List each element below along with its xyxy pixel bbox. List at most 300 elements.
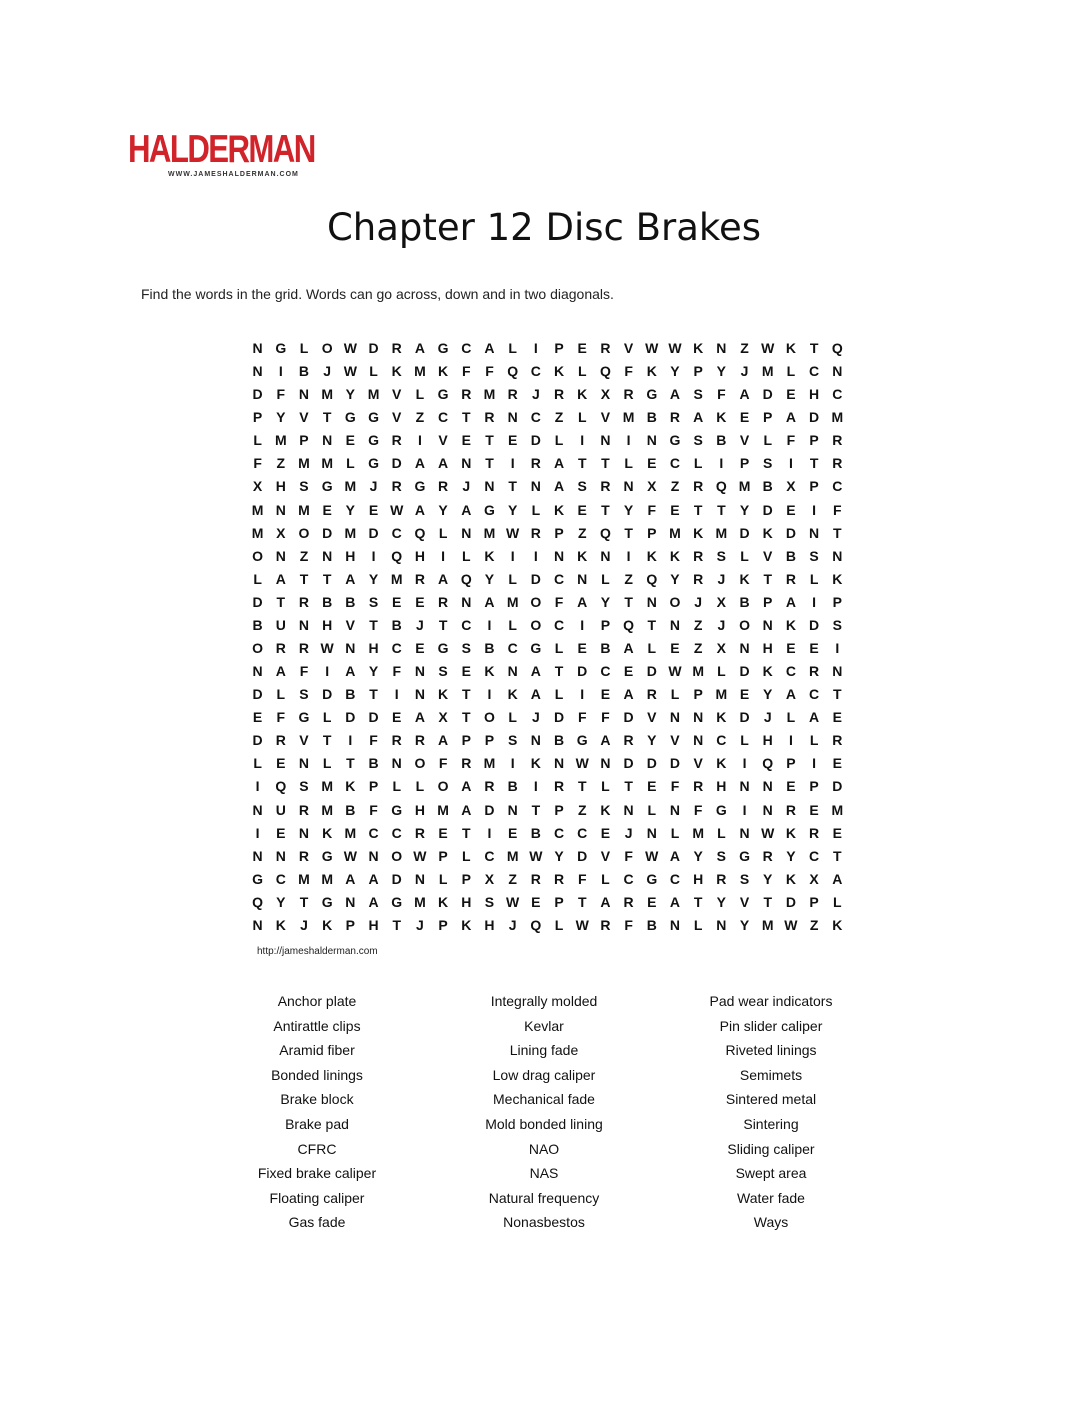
grid-cell: D [530, 432, 541, 449]
grid-cell: H [809, 386, 820, 403]
grid-cell: I [742, 801, 747, 818]
grid-cell: E [461, 432, 471, 449]
grid-cell: M [483, 524, 496, 541]
grid-cell: Y [368, 663, 379, 680]
grid-cell: D [322, 524, 333, 541]
grid-cell: Z [508, 870, 517, 887]
grid-cell: W [761, 824, 775, 841]
grid-cell: M [715, 524, 728, 541]
grid-cell: E [577, 640, 587, 657]
logo-name: HALDERMAN [128, 128, 315, 171]
grid-cell: V [739, 893, 750, 910]
grid-cell: J [763, 709, 772, 726]
grid-cell: L [693, 916, 703, 933]
grid-cell: S [577, 478, 587, 495]
grid-cell: P [554, 524, 564, 541]
grid-cell: B [530, 824, 541, 841]
grid-cell: L [624, 455, 633, 472]
grid-cell: Z [577, 524, 587, 541]
grid-cell: R [484, 778, 495, 795]
grid-cell: B [345, 593, 356, 610]
grid-cell: L [554, 916, 564, 933]
grid-cell: F [624, 847, 633, 864]
grid-cell: N [623, 478, 634, 495]
grid-cell: N [553, 547, 565, 564]
grid-cell: P [809, 432, 819, 449]
grid-cell: G [344, 409, 356, 426]
grid-cell: T [346, 755, 355, 772]
grid-cell: T [833, 847, 842, 864]
grid-cell: J [531, 709, 540, 726]
grid-cell: T [276, 593, 286, 610]
grid-cell: P [368, 778, 379, 795]
grid-cell: D [252, 686, 263, 703]
grid-cell: R [600, 916, 611, 933]
grid-cell: E [832, 755, 842, 772]
grid-cell: L [647, 640, 657, 657]
grid-cell: F [276, 386, 286, 403]
word-list-item: Brake pad [285, 1115, 349, 1132]
grid-cell: V [392, 386, 402, 403]
grid-cell: Z [276, 455, 286, 472]
grid-cell: S [368, 593, 379, 610]
grid-cell: S [299, 478, 309, 495]
grid-cell: G [739, 847, 750, 864]
grid-cell: K [716, 755, 727, 772]
grid-cell: G [437, 386, 449, 403]
grid-cell: R [832, 732, 843, 749]
grid-cell: K [785, 340, 796, 356]
grid-cell: P [461, 732, 471, 749]
grid-cell: N [762, 801, 773, 818]
grid-cell: R [438, 478, 449, 495]
grid-cell: K [716, 409, 727, 426]
grid-cell: N [600, 547, 611, 564]
grid-cell: D [646, 755, 657, 772]
grid-cell: M [692, 663, 704, 680]
grid-cell: R [553, 778, 565, 795]
grid-cell: B [553, 732, 565, 749]
grid-cell: K [577, 386, 588, 403]
grid-cell: A [669, 847, 681, 864]
grid-cell: I [719, 455, 724, 472]
grid-cell: C [809, 847, 820, 864]
grid-cell: B [646, 916, 657, 933]
grid-cell: S [438, 663, 448, 680]
grid-cell: N [298, 824, 310, 841]
grid-cell: N [461, 593, 472, 610]
grid-cell: U [275, 616, 286, 633]
grid-cell: M [831, 801, 844, 818]
grid-cell: J [717, 570, 726, 587]
grid-cell: E [739, 686, 750, 703]
grid-cell: D [809, 409, 820, 426]
grid-cell: H [322, 616, 333, 633]
grid-cell: N [646, 432, 657, 449]
grid-cell: T [577, 778, 587, 795]
word-list-item: Water fade [737, 1189, 805, 1206]
grid-cell: S [716, 547, 727, 564]
grid-cell: K [322, 916, 333, 933]
grid-cell: E [832, 709, 842, 726]
grid-cell: E [392, 709, 402, 726]
grid-cell: X [786, 478, 796, 495]
grid-cell: O [530, 616, 542, 633]
grid-cell: B [762, 478, 773, 495]
word-list [0, 989, 1088, 1239]
grid-cell: D [809, 616, 820, 633]
grid-cell: L [346, 455, 355, 472]
grid-cell: N [252, 847, 263, 864]
grid-cell: T [601, 501, 610, 518]
grid-cell: M [344, 478, 357, 495]
grid-cell: N [252, 663, 263, 680]
grid-cell: C [507, 640, 518, 657]
word-list-item: Lining fade [509, 1042, 579, 1059]
grid-cell: B [252, 616, 263, 633]
grid-cell: F [253, 455, 262, 472]
grid-cell: W [645, 847, 659, 864]
grid-cell: P [809, 893, 819, 910]
grid-cell: F [670, 778, 680, 795]
grid-cell: N [577, 570, 588, 587]
grid-cell: N [739, 640, 750, 657]
word-list-item: Nonasbestos [503, 1214, 585, 1231]
grid-cell: Y [438, 501, 448, 518]
grid-cell: I [742, 755, 747, 772]
grid-cell: C [669, 870, 681, 887]
grid-cell: K [832, 570, 843, 587]
grid-cell: G [484, 501, 495, 518]
grid-cell: G [669, 432, 681, 449]
grid-cell: F [624, 363, 633, 380]
grid-cell: K [716, 709, 727, 726]
grid-cell: F [554, 593, 564, 610]
grid-cell: T [624, 593, 633, 610]
grid-cell: C [832, 478, 843, 495]
grid-cell: N [345, 893, 356, 910]
grid-cell: C [461, 616, 472, 633]
grid-cell: A [623, 640, 634, 657]
grid-cell: Q [275, 778, 287, 795]
grid-cell: L [763, 432, 772, 449]
grid-cell: W [320, 640, 334, 657]
grid-cell: B [785, 547, 796, 564]
word-column [197, 989, 437, 1235]
word-list-item: Fixed brake caliper [257, 1165, 377, 1182]
grid-cell: T [763, 570, 772, 587]
grid-cell: N [484, 478, 495, 495]
grid-cell: I [580, 686, 585, 703]
word-list-item: Sintering [743, 1115, 799, 1132]
word-list-item: Semimets [739, 1066, 803, 1083]
grid-cell: P [252, 409, 263, 426]
grid-cell: K [739, 570, 750, 587]
grid-cell: N [507, 801, 518, 818]
grid-cell: N [646, 593, 657, 610]
grid-cell: G [576, 732, 588, 749]
grid-cell: L [717, 824, 726, 841]
grid-cell: M [761, 363, 774, 380]
grid-cell: Q [507, 363, 519, 380]
grid-cell: N [739, 824, 750, 841]
grid-cell: P [299, 432, 309, 449]
grid-cell: E [647, 778, 657, 795]
grid-cell: H [762, 640, 773, 657]
grid-cell: N [693, 709, 704, 726]
grid-cell: N [298, 616, 310, 633]
grid-cell: L [322, 709, 332, 726]
grid-cell: R [785, 570, 796, 587]
grid-cell: M [251, 524, 264, 541]
grid-cell: A [345, 663, 356, 680]
grid-cell: P [786, 755, 796, 772]
grid-cell: Y [647, 732, 657, 749]
word-list-item: CFRC [297, 1140, 337, 1157]
grid-cell: X [809, 870, 819, 887]
grid-cell: X [600, 386, 611, 403]
grid-cell: Z [577, 801, 587, 818]
grid-cell: I [510, 455, 515, 472]
grid-cell: P [554, 801, 564, 818]
grid-cell: N [553, 755, 565, 772]
grid-cell: K [507, 686, 518, 703]
grid-cell: T [554, 663, 564, 680]
grid-cell: Y [345, 386, 356, 403]
grid-cell: N [646, 824, 657, 841]
grid-cell: D [252, 732, 263, 749]
grid-cell: B [345, 686, 356, 703]
grid-cell: Q [623, 616, 635, 633]
grid-cell: A [577, 593, 588, 610]
grid-cell: B [322, 593, 333, 610]
grid-cell: W [390, 501, 404, 518]
grid-cell: C [553, 616, 565, 633]
grid-cell: H [414, 801, 425, 818]
grid-cell: A [739, 386, 750, 403]
grid-cell: N [669, 616, 681, 633]
grid-cell: E [507, 432, 518, 449]
grid-cell: F [369, 732, 378, 749]
grid-cell: G [321, 893, 333, 910]
grid-cell: F [786, 432, 796, 449]
grid-cell: N [832, 363, 843, 380]
grid-cell: W [343, 847, 357, 864]
grid-cell: A [461, 801, 472, 818]
grid-cell: G [391, 893, 403, 910]
grid-cell: V [763, 547, 773, 564]
grid-cell: N [414, 663, 425, 680]
grid-cell: M [251, 501, 264, 518]
grid-cell: A [275, 663, 286, 680]
grid-cell: N [252, 916, 263, 933]
grid-cell: K [484, 663, 495, 680]
grid-cell: N [298, 386, 310, 403]
grid-cell: K [530, 755, 541, 772]
grid-cell: D [345, 709, 356, 726]
grid-cell: A [669, 893, 681, 910]
grid-cell: K [553, 501, 565, 518]
grid-cell: J [323, 363, 332, 380]
grid-cell: P [554, 340, 564, 356]
grid-cell: L [740, 732, 749, 749]
grid-cell: C [461, 340, 472, 356]
grid-cell: A [484, 593, 495, 610]
grid-cell: E [577, 501, 587, 518]
grid-cell: M [761, 916, 774, 933]
grid-cell: S [461, 640, 471, 657]
grid-cell: N [530, 732, 541, 749]
grid-cell: K [762, 663, 773, 680]
grid-cell: T [462, 709, 471, 726]
grid-cell: E [415, 640, 425, 657]
grid-cell: K [438, 363, 449, 380]
grid-cell: O [414, 755, 426, 772]
grid-cell: I [812, 501, 817, 518]
grid-cell: B [368, 755, 379, 772]
grid-cell: T [438, 616, 448, 633]
grid-cell: H [484, 916, 495, 933]
word-list-item: Brake block [280, 1091, 354, 1108]
grid-cell: L [462, 847, 471, 864]
grid-cell: N [368, 847, 379, 864]
grid-cell: V [670, 732, 680, 749]
grid-cell: A [484, 340, 495, 356]
grid-cell: Y [670, 363, 680, 380]
grid-cell: K [345, 778, 356, 795]
grid-cell: I [487, 686, 492, 703]
grid-cell: D [739, 663, 750, 680]
grid-cell: L [392, 778, 401, 795]
grid-cell: D [762, 386, 773, 403]
grid-cell: E [531, 893, 541, 910]
grid-cell: M [506, 593, 519, 610]
grid-cell: F [693, 801, 703, 818]
grid-cell: Q [762, 755, 774, 772]
grid-cell: N [600, 755, 611, 772]
grid-cell: G [530, 640, 542, 657]
grid-cell: X [276, 524, 286, 541]
grid-cell: R [553, 386, 565, 403]
grid-cell: J [624, 824, 633, 841]
grid-cell: P [461, 870, 471, 887]
grid-cell: E [786, 501, 796, 518]
grid-cell: K [762, 524, 773, 541]
grid-cell: L [276, 686, 286, 703]
grid-cell: T [392, 916, 401, 933]
grid-cell: F [462, 363, 471, 380]
grid-cell: V [299, 732, 309, 749]
grid-cell: M [414, 893, 426, 910]
grid-cell: R [832, 455, 843, 472]
grid-cell: C [809, 686, 820, 703]
grid-cell: N [530, 478, 541, 495]
grid-cell: M [506, 847, 519, 864]
grid-cell: P [438, 916, 448, 933]
grid-cell: Y [739, 916, 750, 933]
grid-cell: R [623, 732, 634, 749]
grid-cell: N [762, 778, 773, 795]
grid-cell: T [369, 686, 378, 703]
grid-cell: P [345, 916, 356, 933]
grid-cell: G [646, 386, 658, 403]
grid-cell: N [252, 801, 263, 818]
grid-cell: W [645, 340, 659, 356]
grid-cell: X [438, 709, 448, 726]
grid-cell: K [391, 363, 402, 380]
grid-cell: A [553, 478, 565, 495]
grid-cell: O [484, 709, 495, 726]
grid-cell: Q [460, 570, 472, 587]
grid-cell: D [252, 386, 263, 403]
grid-cell: R [623, 893, 634, 910]
grid-cell: M [344, 524, 357, 541]
grid-cell: D [553, 709, 565, 726]
grid-cell: I [255, 778, 260, 795]
grid-cell: F [577, 709, 587, 726]
grid-cell: E [415, 593, 425, 610]
grid-cell: D [623, 755, 634, 772]
grid-cell: T [601, 455, 610, 472]
grid-cell: K [669, 547, 681, 564]
grid-cell: G [275, 340, 287, 356]
grid-cell: O [530, 593, 542, 610]
grid-cell: X [647, 478, 657, 495]
grid-cell: R [669, 409, 681, 426]
grid-cell: K [600, 801, 611, 818]
grid-cell: V [647, 709, 657, 726]
grid-cell: L [670, 824, 680, 841]
grid-cell: J [369, 478, 378, 495]
grid-cell: Y [276, 409, 286, 426]
grid-cell: F [647, 501, 657, 518]
grid-cell: V [438, 432, 448, 449]
grid-cell: V [345, 616, 356, 633]
grid-cell: E [252, 709, 263, 726]
grid-cell: T [508, 478, 517, 495]
grid-cell: Q [414, 524, 426, 541]
grid-cell: C [785, 663, 796, 680]
grid-cell: J [416, 916, 424, 933]
grid-cell: A [438, 455, 449, 472]
grid-cell: P [739, 455, 750, 472]
grid-cell: Y [484, 570, 495, 587]
grid-cell: R [646, 686, 657, 703]
grid-cell: R [275, 732, 286, 749]
grid-cell: A [275, 570, 286, 587]
grid-cell: Z [415, 409, 425, 426]
grid-cell: I [812, 593, 817, 610]
grid-cell: N [461, 455, 472, 472]
grid-cell: Z [740, 340, 749, 356]
grid-cell: M [831, 409, 844, 426]
grid-cell: A [530, 686, 541, 703]
grid-cell: D [252, 593, 263, 610]
grid-cell: G [321, 478, 333, 495]
grid-cell: N [762, 616, 773, 633]
grid-cell: E [647, 455, 657, 472]
grid-cell: R [391, 732, 402, 749]
grid-cell: G [368, 409, 379, 426]
grid-cell: T [322, 409, 332, 426]
word-list-item: NAO [528, 1140, 560, 1157]
grid-cell: K [484, 547, 495, 564]
grid-cell: L [415, 778, 425, 795]
grid-cell: M [321, 778, 333, 795]
grid-cell: C [553, 570, 565, 587]
grid-cell: D [484, 801, 495, 818]
grid-cell: R [530, 870, 541, 887]
